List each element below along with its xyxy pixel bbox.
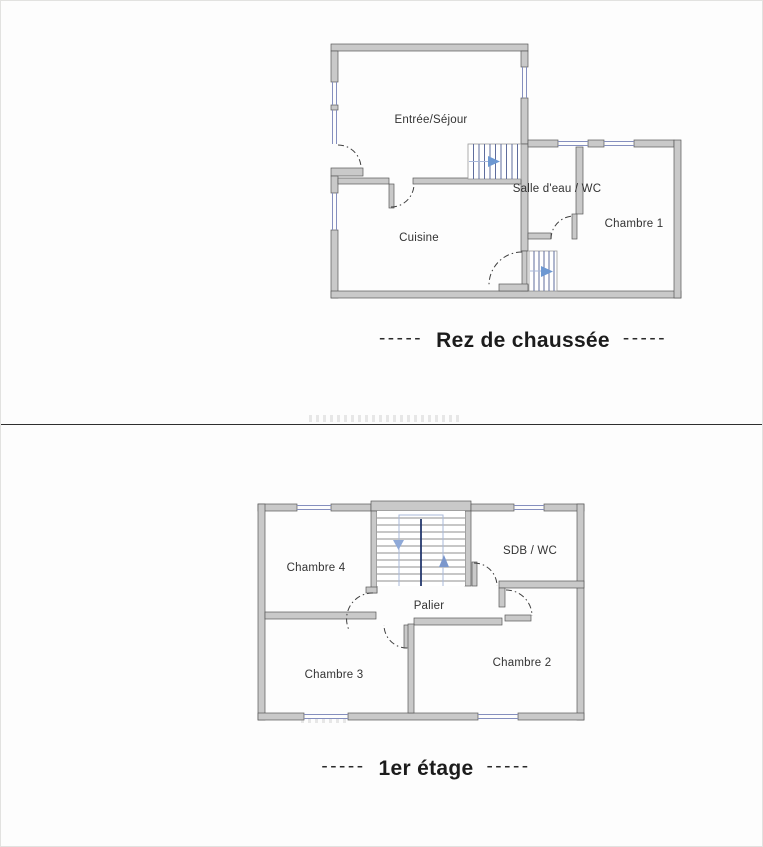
wall <box>408 624 414 713</box>
wall <box>634 140 674 147</box>
window <box>558 142 588 146</box>
window <box>304 715 348 719</box>
caption-title: 1er étage <box>378 757 474 780</box>
wall <box>521 144 528 251</box>
staircase-upper <box>377 511 465 586</box>
floor-caption-first <box>286 757 566 781</box>
wall <box>331 504 371 511</box>
door-swing-arc <box>489 252 522 285</box>
door-swing-arc <box>474 563 497 586</box>
door-swing-arc <box>551 216 574 239</box>
room-label-cuisine: Cuisine <box>399 232 439 244</box>
wall <box>577 504 584 720</box>
caption-dashes: ----- <box>321 756 366 777</box>
window <box>333 82 337 105</box>
faint-artifact <box>309 415 461 422</box>
wall <box>528 140 558 147</box>
wall <box>471 504 514 511</box>
faint-artifact <box>301 719 349 723</box>
door-swing-arc <box>384 625 407 648</box>
room-label-chambre-2: Chambre 2 <box>492 657 552 669</box>
wall <box>576 147 583 214</box>
wall <box>366 587 377 593</box>
wall <box>521 51 528 67</box>
room-label-salle-deau-wc: Salle d'eau / WC <box>512 183 602 195</box>
wall <box>528 233 551 239</box>
door-swing-arc <box>506 590 532 616</box>
room-label-entree-sejour: Entrée/Séjour <box>394 114 468 126</box>
wall <box>331 168 363 176</box>
wall <box>331 51 338 82</box>
wall <box>588 140 604 147</box>
room-label-chambre-1: Chambre 1 <box>604 218 664 230</box>
window <box>478 715 518 719</box>
section-divider <box>1 424 763 425</box>
wall <box>371 511 377 593</box>
caption-dashes: ----- <box>622 328 668 349</box>
window <box>297 506 331 510</box>
wall <box>465 511 471 586</box>
wall <box>499 588 505 607</box>
floor-plan-first <box>258 501 584 720</box>
window <box>333 110 337 144</box>
staircase-small <box>529 251 557 291</box>
caption-dashes: ----- <box>378 328 424 349</box>
door-swing-arc <box>347 593 373 630</box>
window <box>604 142 634 146</box>
door-swing-arc <box>391 184 414 207</box>
wall <box>265 612 376 619</box>
room-label-sdb-wc: SDB / WC <box>503 545 557 557</box>
wall <box>518 713 584 720</box>
wall <box>258 713 304 720</box>
wall <box>674 140 681 298</box>
wall <box>348 713 478 720</box>
door-leaf <box>572 214 577 239</box>
wall <box>331 44 528 51</box>
room-label-palier: Palier <box>413 600 445 612</box>
wall <box>371 501 471 511</box>
wall <box>505 615 531 621</box>
staircase-main <box>468 144 521 179</box>
wall <box>258 504 265 720</box>
wall <box>521 98 528 144</box>
caption-dashes: ----- <box>486 756 531 777</box>
wall <box>414 618 502 625</box>
window <box>333 193 337 230</box>
window <box>514 506 544 510</box>
wall <box>331 291 681 298</box>
wall <box>499 284 528 291</box>
wall <box>331 105 338 110</box>
door-leaf <box>389 184 394 208</box>
floor-caption-ground <box>378 328 668 353</box>
door-leaf <box>522 251 527 285</box>
door-swing-arc <box>338 145 361 168</box>
room-label-chambre-4: Chambre 4 <box>286 562 346 574</box>
door-leaf <box>472 562 477 586</box>
wall <box>499 581 584 588</box>
window <box>523 67 527 98</box>
room-label-chambre-3: Chambre 3 <box>304 669 364 681</box>
wall <box>338 178 389 184</box>
wall <box>331 176 338 193</box>
floor-plan-ground <box>331 44 681 298</box>
wall <box>331 230 338 298</box>
caption-title: Rez de chaussée <box>436 329 610 352</box>
